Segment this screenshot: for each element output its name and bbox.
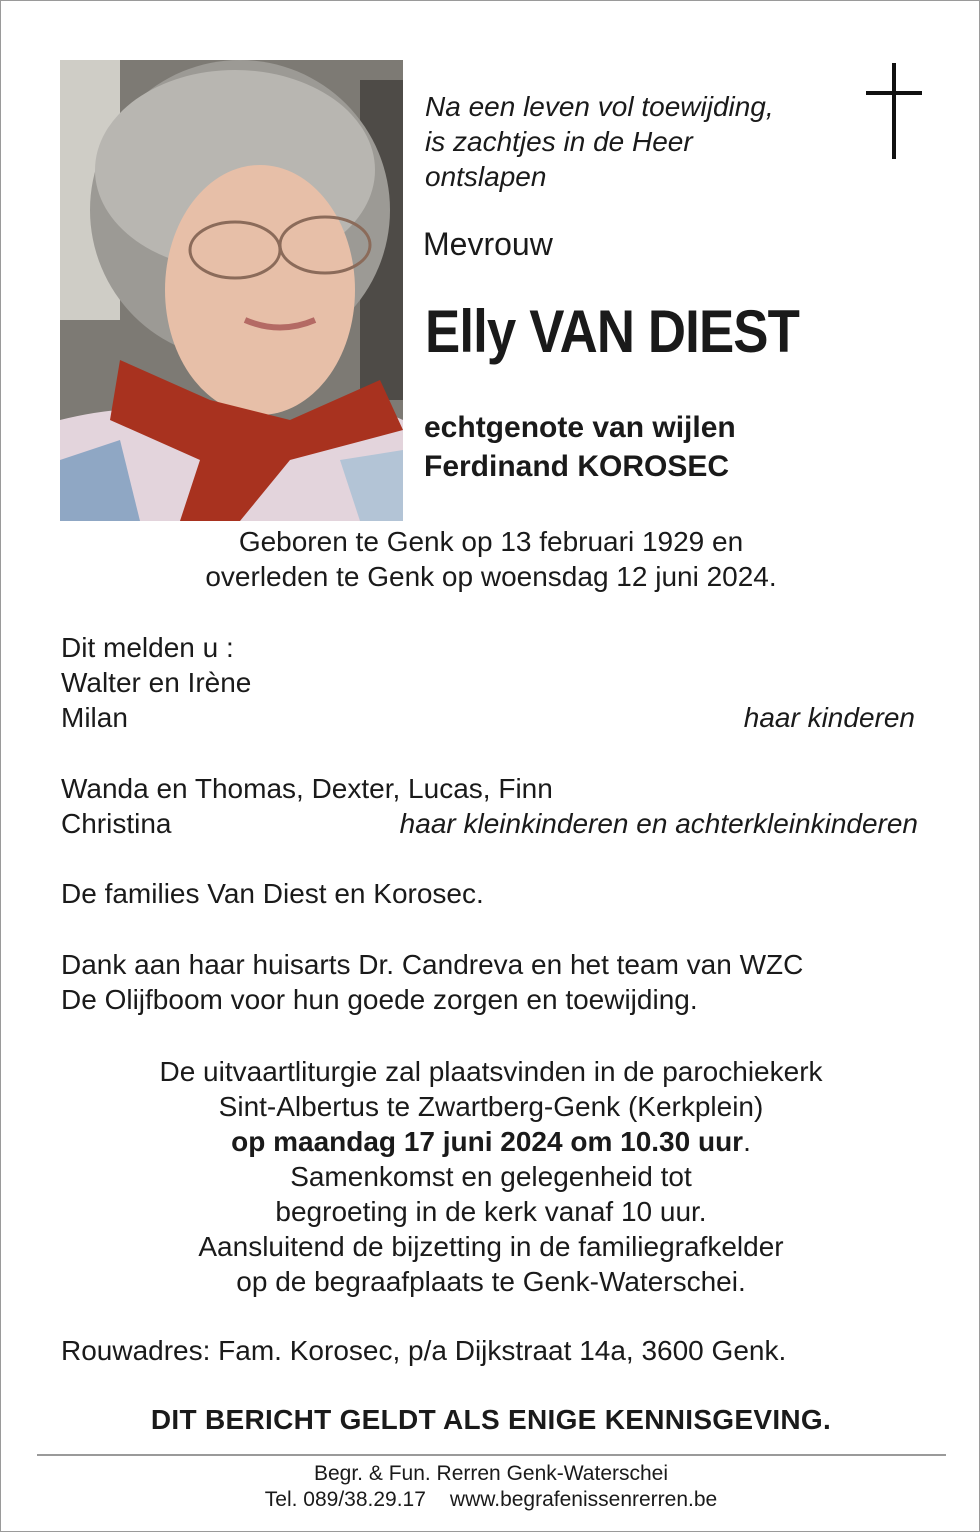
footer-company: Begr. & Fun. Rerren Genk-Waterschei bbox=[313, 1462, 669, 1485]
funeral-line: begroeting in de kerk vanaf 10 uur. bbox=[275, 1196, 707, 1227]
grandchild-names: Christina bbox=[61, 808, 172, 839]
funeral-datetime: op maandag 17 juni 2024 om 10.30 uur bbox=[231, 1126, 744, 1157]
thanks-line: De Olijfboom voor hun goede zorgen en toewijding. bbox=[61, 984, 698, 1015]
intro-line: Na een leven vol toewijding, bbox=[425, 91, 774, 122]
spouse-info bbox=[424, 408, 736, 486]
portrait-photo bbox=[60, 60, 403, 521]
grandchildren-label: haar kleinkinderen en achterkleinkinderen bbox=[399, 808, 918, 839]
dates bbox=[1, 524, 980, 594]
spouse-name: Ferdinand KOROSEC bbox=[424, 450, 730, 483]
portrait-illustration bbox=[60, 60, 403, 521]
funeral-datetime-line bbox=[1, 1124, 980, 1159]
funeral-info bbox=[1, 1054, 980, 1299]
announcers-heading: Dit melden u : bbox=[61, 632, 234, 663]
thanks-line: Dank aan haar huisarts Dr. Candreva en het team van WZC bbox=[61, 949, 804, 980]
intro-text bbox=[425, 89, 845, 194]
funeral-line: Aansluitend de bijzetting in de familiegrafkelder bbox=[198, 1231, 784, 1262]
families: De families Van Diest en Korosec. bbox=[61, 878, 484, 909]
funeral-line: De uitvaartliturgie zal plaatsvinden in de parochiekerk bbox=[159, 1056, 823, 1087]
intro-line: is zachtjes in de Heer bbox=[425, 126, 693, 157]
footer-phone: Tel. 089/38.29.17 bbox=[264, 1488, 426, 1511]
child-name: Milan bbox=[61, 702, 128, 733]
notice: DIT BERICHT GELDT ALS ENIGE KENNISGEVING. bbox=[150, 1404, 832, 1435]
funeral-line: op de begraafplaats te Genk-Waterschei. bbox=[236, 1266, 746, 1297]
birth-line: Geboren te Genk op 13 februari 1929 en bbox=[238, 526, 744, 557]
deceased-name: Elly VAN DIEST bbox=[425, 298, 799, 365]
cross-icon bbox=[866, 63, 922, 159]
child-name: Walter en Irène bbox=[61, 667, 252, 698]
intro-line: ontslapen bbox=[425, 161, 547, 192]
funeral-line: Sint-Albertus te Zwartberg-Genk (Kerkplein) bbox=[218, 1091, 764, 1122]
footer-website[interactable]: www.begrafenissenrerren.be bbox=[449, 1488, 718, 1511]
children-label: haar kinderen bbox=[743, 702, 915, 733]
funeral-datetime-suffix: . bbox=[743, 1126, 751, 1157]
divider bbox=[37, 1454, 946, 1456]
grandchild-names: Wanda en Thomas, Dexter, Lucas, Finn bbox=[61, 773, 553, 804]
salutation: Mevrouw bbox=[423, 226, 553, 262]
footer-contact bbox=[1, 1487, 980, 1513]
funeral-line: Samenkomst en gelegenheid tot bbox=[290, 1161, 692, 1192]
spouse-line: echtgenote van wijlen bbox=[424, 411, 736, 444]
death-line: overleden te Genk op woensdag 12 juni 2024. bbox=[205, 561, 777, 592]
mourning-address: Rouwadres: Fam. Korosec, p/a Dijkstraat 14a, 3600 Genk. bbox=[61, 1335, 787, 1366]
